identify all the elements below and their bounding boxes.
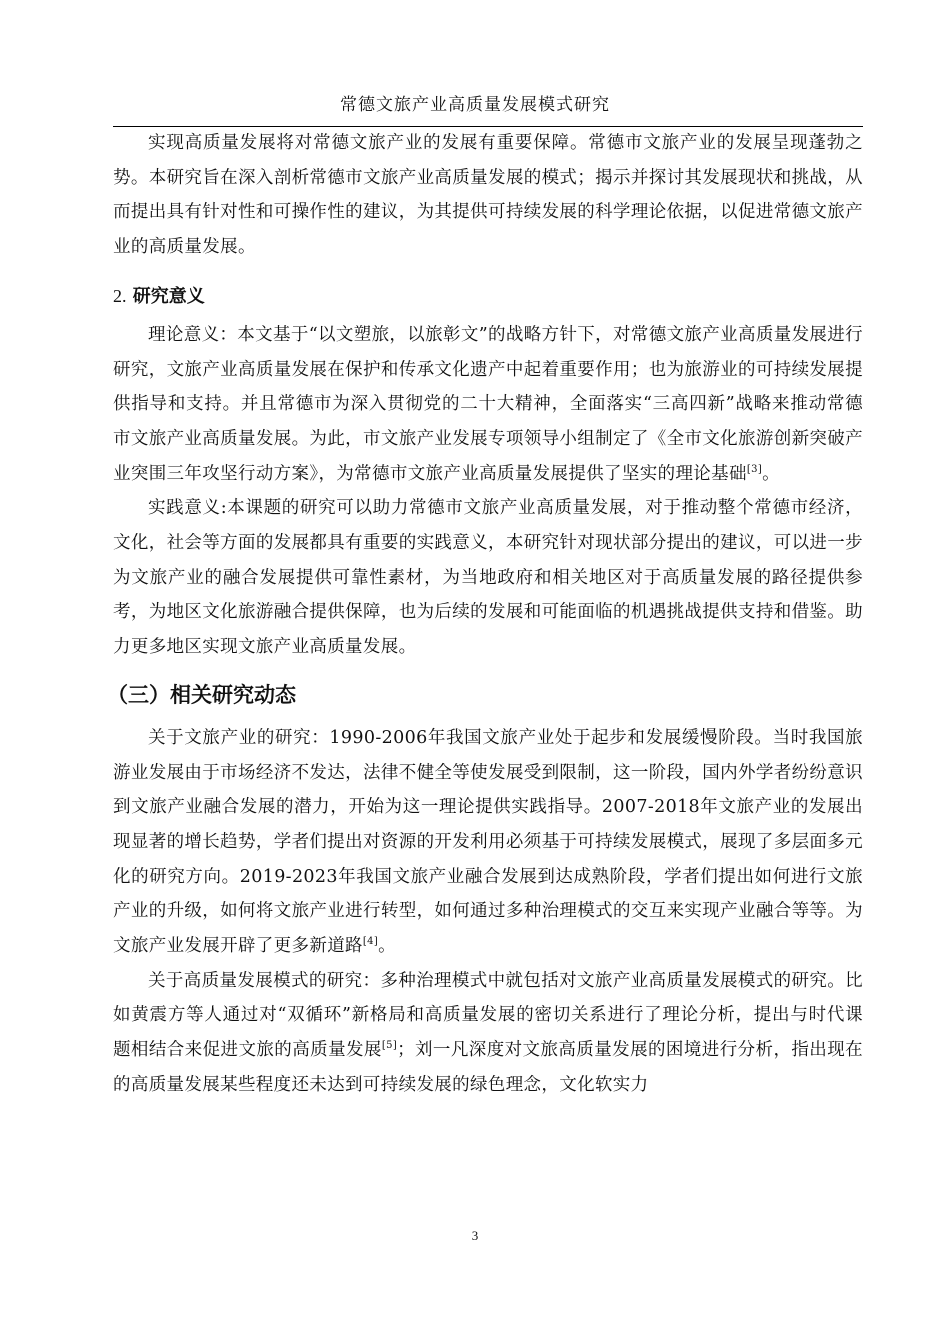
theory-significance-paragraph	[113, 318, 863, 492]
body-content	[107, 126, 864, 1103]
intro-paragraph: 实现高质量发展将对常德文旅产业的发展有重要保障。常德市文旅产业的发展呈现蓬勃之势。本研究旨在深入剖析常德市文旅产业高质量发展的模式；揭示并探讨其发展现状和挑战，从而提出具有针对性和可操作性的建议，为其提供可持续发展的科学理论依据，以促进常德文旅产业的高质量发展。	[113, 133, 863, 258]
paragraph-tail: 。	[378, 936, 396, 957]
practice-significance-paragraph: 实践意义:本课题的研究可以助力常德市文旅产业高质量发展，对于推动整个常德市经济，文化，社会等方面的发展都具有重要的实践意义，本研究针对现状部分提出的建议，可以进一步为文旅产业的融合发展提供可靠性素材，为当地政府和相关地区对于高质量发展的路径提供参考，为地区文化旅游融合提供保障，也为后续的发展和可能面临的机遇挑战提供支持和借鉴。助力更多地区实现文旅产业高质量发展。	[113, 498, 863, 658]
citation-ref: [5]	[381, 1040, 398, 1052]
industry-research-paragraph	[113, 721, 863, 964]
paragraph-text: 关于文旅产业的研究：1990-2006年我国文旅产业处于起步和发展缓慢阶段。当时我国旅游业发展由于市场经济不发达，法律不健全等使发展受到限制，这一阶段，国内外学者纷纷意识到文旅产业融合发展的潜力，开始为这一理论提供实践指导。2007-2018年文旅产业的发展出现显著的增长趋势，学者们提出对资源的开发利用必须基于可持续发展模式，展现了多层面多元化的研究方向。2019-2023年我国文旅产业融合发展到达成熟阶段，学者们提出如何进行文旅产业的升级，如何将文旅产业进行转型，如何通过多种治理模式的交互来实现产业融合等等。为文旅产业发展开辟了更多新道路	[113, 727, 863, 957]
citation-ref: [4]	[362, 936, 379, 948]
development-model-paragraph	[113, 964, 863, 1103]
section-number: 2.	[113, 285, 127, 306]
paragraph-text: 关于高质量发展模式的研究：多种治理模式中就包括对文旅产业高质量发展模式的研究。比如黄震方等人通过对“双循环”新格局和高质量发展的密切关系进行了理论分析，提出与时代课题相结合来促进文旅的高质量发展	[113, 970, 863, 1061]
paragraph-tail: ；刘一凡深度对文旅高质量发展的困境进行分析，指出现在的高质量发展某些程度还未达到可持续发展的绿色理念，文化软实力	[113, 1040, 864, 1095]
section-heading-research-significance	[113, 281, 863, 312]
section-heading-related-research: （三）相关研究动态	[107, 682, 296, 707]
section-title: 研究意义	[132, 285, 205, 307]
running-header: 常德文旅产业高质量发展模式研究	[340, 95, 610, 115]
citation-ref: [3]	[746, 463, 763, 475]
paragraph-tail: 。	[762, 463, 780, 484]
paragraph-text: 理论意义：本文基于“以文塑旅，以旅彰文”的战略方针下，对常德文旅产业高质量发展进行研究，文旅产业高质量发展在保护和传承文化遗产中起着重要作用；也为旅游业的可持续发展提供指导和支持。并且常德市为深入贯彻党的二十大精神，全面落实“三高四新”战略来推动常德市文旅产业高质量发展。为此，市文旅产业发展专项领导小组制定了《全市文化旅游创新突破产业突围三年攻坚行动方案》，为常德市文旅产业高质量发展提供了坚实的理论基础	[113, 324, 863, 484]
page-number: 3	[471, 1228, 479, 1243]
